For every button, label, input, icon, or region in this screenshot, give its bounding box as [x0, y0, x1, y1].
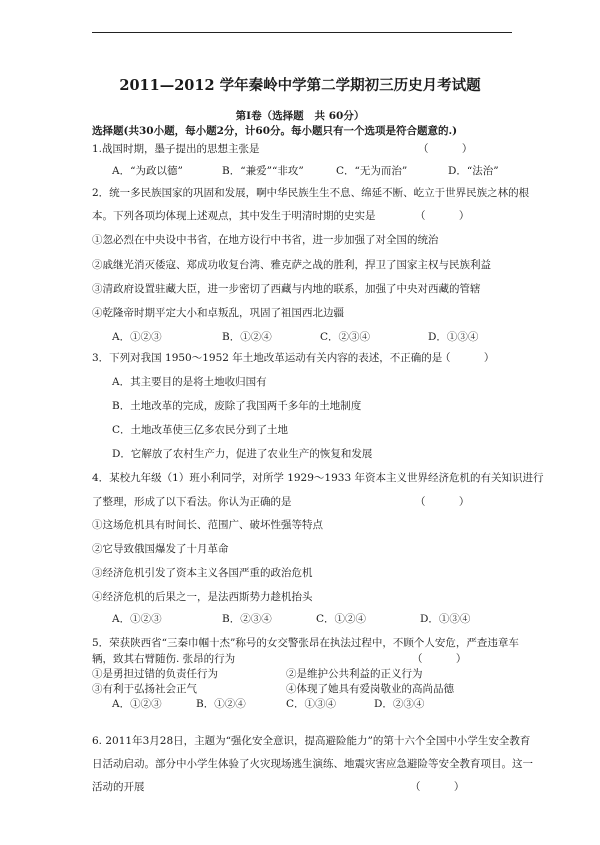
- question-1-option-b: B．“兼爱”“非攻”: [222, 165, 304, 177]
- question-2-stem-line-1: 2．统一多民族国家的巩固和发展，啊中华民族生生不息、绵延不断、屹立于世界民族之林的根: [92, 187, 530, 199]
- question-6-stem-line-2: 日活动启动。部分中小学生体验了火灾现场逃生演练、地震灾害应急避险等安全教育项目。这一: [92, 758, 533, 770]
- question-4-stem-line-2: 了整理，形成了以下看法。你认为正确的是: [92, 496, 292, 508]
- question-4-option-b: B．②③④: [222, 613, 272, 625]
- question-2-item-1: ①忽必烈在中央设中书省，在地方设行中书省，进一步加强了对全国的统治: [92, 234, 439, 246]
- top-rule: [92, 32, 512, 33]
- question-2-option-d: D．①③④: [428, 331, 479, 343]
- question-3-option-c: C．土地改革使三亿多农民分到了土地: [112, 424, 289, 436]
- question-4-option-c: C．①②④: [316, 613, 367, 625]
- question-4-item-4: ④经济危机的后果之一，是法西斯势力趁机抬头: [92, 591, 313, 603]
- question-2-option-c: C．②③④: [320, 331, 371, 343]
- section-subtitle: 第Ⅰ卷（选择题 共 60分）: [235, 110, 365, 122]
- question-6-answer-blank: （ ）: [410, 781, 465, 793]
- question-4-item-2: ②它导致俄国爆发了十月革命: [92, 543, 229, 555]
- question-4-item-3: ③经济危机引发了资本主义各国严重的政治危机: [92, 567, 313, 579]
- question-5-item-3: ③有利于弘扬社会正气: [92, 683, 197, 695]
- question-1-stem: 1.战国时期，墨子提出的思想主张是: [92, 143, 260, 155]
- question-5-option-a: A．①②③: [112, 698, 162, 710]
- question-5-option-b: B．①②④: [196, 698, 246, 710]
- question-2-stem-line-2: 本。下列各项均体现上述观点，其中发生于明清时期的史实是: [92, 210, 376, 222]
- question-1-option-c: C．“无为而治”: [336, 165, 408, 177]
- question-5-item-1: ①是勇担过错的负责任行为: [92, 668, 218, 680]
- question-5-option-d: D．②③④: [374, 698, 425, 710]
- question-4-answer-blank: （ ）: [415, 496, 470, 508]
- page-title: 2011—2012 学年秦岭中学第二学期初三历史月考试题: [119, 77, 481, 94]
- question-4-item-1: ①这场危机具有时间长、范围广、破坏性强等特点: [92, 519, 323, 531]
- question-2-option-b: B．①②④: [222, 331, 272, 343]
- question-3-answer-blank: （ ）: [440, 352, 495, 364]
- question-5-option-c: C．①③④: [286, 698, 337, 710]
- question-2-item-2: ②戚继光消灭倭寇、郑成功收复台湾、雅克萨之战的胜利，捍卫了国家主权与民族利益: [92, 259, 491, 271]
- question-4-option-d: D．①③④: [420, 613, 471, 625]
- question-1-answer-blank: （ ）: [418, 143, 473, 155]
- question-2-item-3: ③清政府设置驻藏大臣，进一步密切了西藏与内地的联系，加强了中央对西藏的管辖: [92, 283, 481, 295]
- question-3-option-b: B．土地改革的完成，废除了我国两千多年的土地制度: [112, 400, 362, 412]
- question-5-answer-blank: （ ）: [412, 653, 467, 665]
- question-3-option-a: A．其主要目的是将土地收归国有: [112, 376, 267, 388]
- question-3-stem: 3．下列对我国 1950～1952 年土地改革运动有关内容的表述，不正确的是: [92, 352, 443, 364]
- question-5-item-2: ②是维护公共利益的正义行为: [286, 668, 423, 680]
- question-5-stem-line-2: 辆，致其右臂随伤. 张昂的行为: [92, 653, 236, 665]
- question-1-option-d: D．“法治”: [448, 165, 499, 177]
- question-5-stem-line-1: 5．荣获陕西省“三秦巾帼十杰”称号的女交警张昂在执法过程中，不顾个人安危，严查违章车: [92, 637, 519, 649]
- question-6-stem-line-1: 6. 2011年3月28日，主题为“强化安全意识，提高避险能力”的第十六个全国中小学生安全教育: [92, 735, 531, 747]
- question-1-option-a: A．“为政以德”: [112, 165, 183, 177]
- question-2-answer-blank: （ ）: [415, 210, 470, 222]
- question-6-stem-line-3: 活动的开展: [92, 781, 145, 793]
- question-2-option-a: A．①②③: [112, 331, 162, 343]
- question-3-option-d: D．它解放了农村生产力，促进了农业生产的恢复和发展: [112, 448, 373, 460]
- question-4-stem-line-1: 4．某校九年级（1）班小利同学，对所学 1929～1933 年资本主义世界经济危机的有关知识进行: [92, 472, 544, 484]
- question-4-option-a: A．①②③: [112, 613, 162, 625]
- question-5-item-4: ④体现了她具有爱岗敬业的高尚品德: [286, 683, 454, 695]
- instructions: 选择题(共30小题，每小题2分，计60分。每小题只有一个选项是符合题意的.): [92, 125, 458, 137]
- question-2-item-4: ④乾隆帝时期平定大小和卓叛乱，巩固了祖国西北边疆: [92, 307, 344, 319]
